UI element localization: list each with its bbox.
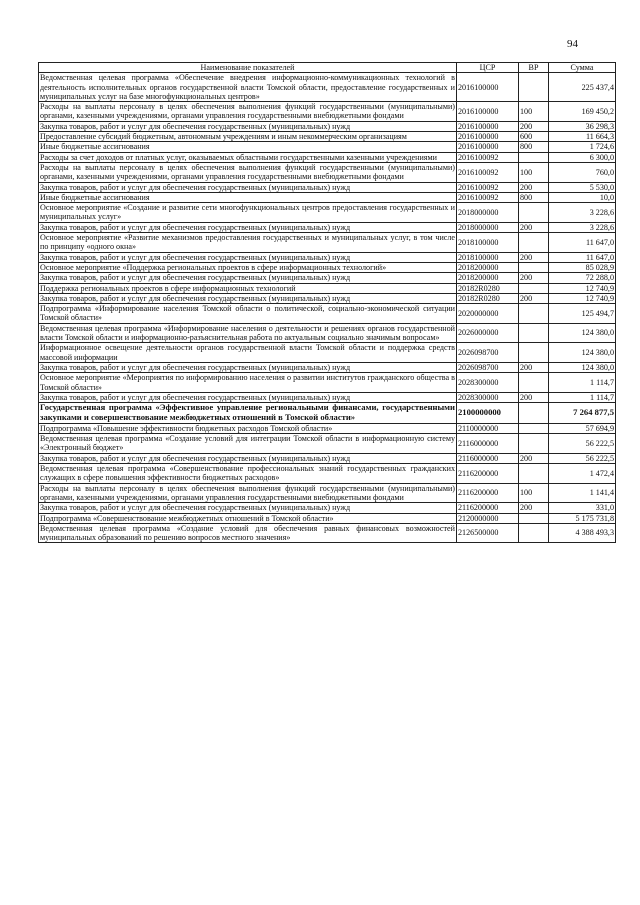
row-name-cell: Расходы на выплаты персоналу в целях обеспечения выполнения функций государственными (муниципальными) органами, казенными учреждениями, органами управления государственными внебюджетными фондами <box>40 162 455 182</box>
row-name-cell: Закупка товаров, работ и услуг для обеспечения государственных (муниципальных) нужд <box>39 293 457 303</box>
row-vr-cell: 200 <box>519 453 549 463</box>
row-sum-cell: 12 740,9 <box>549 293 616 303</box>
row-name-cell: Закупка товаров, работ и услуг для обеспечения государственных (муниципальных) нужд <box>39 121 457 131</box>
row-sum-cell: 1 141,4 <box>549 483 616 503</box>
row-csr-cell: 2116200000 <box>457 503 519 513</box>
row-name-cell: Расходы на выплаты персоналу в целях обеспечения выполнения функций государственными (муниципальными) органами, казенными учреждениями, органами управления государственными внебюджетными фондами <box>40 102 455 121</box>
row-sum-cell: 124 380,0 <box>549 362 616 372</box>
table-row <box>39 423 616 433</box>
row-csr-cell: 2110000000 <box>457 423 519 433</box>
row-vr-cell <box>519 403 549 424</box>
row-name-cell: Основное мероприятие «Поддержка региональных проектов в сфере информационных технологий» <box>39 262 457 272</box>
row-sum-cell: 1 114,7 <box>549 392 616 402</box>
row-name-cell: Основное мероприятие «Развитие механизмов предоставления государственных и муниципальных услуг, в том числе по принципу «одного окна» <box>40 233 455 252</box>
table-row <box>39 523 616 543</box>
row-sum-cell: 5 175 731,8 <box>549 513 616 523</box>
row-csr-cell: 2126500000 <box>457 523 519 543</box>
row-sum-cell: 125 494,7 <box>549 304 616 324</box>
budget-table <box>38 62 616 543</box>
row-sum-cell: 124 380,0 <box>549 343 616 363</box>
table-row <box>39 343 616 363</box>
table-row <box>39 304 616 324</box>
table-row <box>39 152 616 162</box>
row-sum-cell: 5 530,0 <box>549 182 616 192</box>
header-name: Наименование показателей <box>39 63 457 73</box>
row-vr-cell: 800 <box>519 142 549 152</box>
table-row <box>39 182 616 192</box>
row-name-cell: Ведомственная целевая программа «Совершенствование профессиональных знаний государственных гражданских служащих в сфере повышения эффективности бюджетных расходов» <box>40 464 455 483</box>
table-row <box>39 293 616 303</box>
row-name-cell: Закупка товаров, работ и услуг для обеспечения государственных (муниципальных) нужд <box>39 182 457 192</box>
table-row <box>39 142 616 152</box>
row-name-cell: Расходы на выплаты персоналу в целях обеспечения выполнения функций государственными (муниципальными) органами, казенными учреждениями, органами управления государственными внебюджетными фондами <box>40 483 455 502</box>
row-name-cell: Подпрограмма «Совершенствование межбюджетных отношений в Томской области» <box>39 513 457 523</box>
table-row <box>39 73 616 102</box>
row-csr-cell: 2018100000 <box>457 233 519 253</box>
row-name-cell: Подпрограмма «Информирование населения Томской области о политической, социально-экономической ситуации Томской области» <box>40 304 455 323</box>
row-csr-cell: 20182R0280 <box>457 293 519 303</box>
table-row <box>39 233 616 253</box>
row-name-cell: Ведомственная целевая программа «Создание условий для обеспечения равных финансовых возможностей муниципальных образований по решению вопросов местного значения» <box>40 523 455 543</box>
row-sum-cell: 36 298,3 <box>549 121 616 131</box>
row-sum-cell: 10,0 <box>549 192 616 202</box>
row-csr-cell: 2100000000 <box>457 403 519 424</box>
row-csr-cell: 2016100000 <box>457 102 519 122</box>
row-csr-cell: 2016100000 <box>457 132 519 142</box>
row-vr-cell <box>519 513 549 523</box>
row-vr-cell <box>519 304 549 324</box>
row-vr-cell: 600 <box>519 132 549 142</box>
row-vr-cell <box>519 203 549 223</box>
row-name-cell: Иные бюджетные ассигнования <box>39 192 457 202</box>
row-csr-cell: 2116000000 <box>457 453 519 463</box>
row-vr-cell <box>519 262 549 272</box>
row-name-cell: Основное мероприятие «Мероприятия по информированию населения о развитии институтов гражданского общества в Томской области» <box>40 373 455 392</box>
row-sum-cell: 331,0 <box>549 503 616 513</box>
row-csr-cell: 2020000000 <box>457 304 519 324</box>
table-row <box>39 252 616 262</box>
row-sum-cell: 1 724,6 <box>549 142 616 152</box>
row-vr-cell: 200 <box>519 293 549 303</box>
row-name-cell: Закупка товаров, работ и услуг для обеспечения государственных (муниципальных) нужд <box>39 453 457 463</box>
row-sum-cell: 57 694,9 <box>549 423 616 433</box>
row-name-cell: Основное мероприятие «Создание и развитие сети многофункциональных центров предоставления государственных и муниципальных услуг» <box>40 203 455 222</box>
row-name-cell: Информационное освещение деятельности органов государственной власти Томской области и поддержка средств массовой информации <box>40 343 455 362</box>
row-vr-cell: 200 <box>519 392 549 402</box>
row-sum-cell: 12 740,9 <box>549 283 616 293</box>
row-name-cell: Ведомственная целевая программа «Обеспечение внедрения информационно-коммуникационных технологий в деятельность исполнительных органов государственной власти Томской области, предоставление государственных и муниципальных услуг на базе многофункциональных центров» <box>40 73 455 101</box>
row-vr-cell <box>519 523 549 543</box>
row-csr-cell: 2018000000 <box>457 222 519 232</box>
row-name-cell: Подпрограмма «Повышение эффективности бюджетных расходов Томской области» <box>39 423 457 433</box>
row-vr-cell: 200 <box>519 222 549 232</box>
table-row <box>39 503 616 513</box>
row-sum-cell: 169 450,2 <box>549 102 616 122</box>
row-name-cell: Закупка товаров, работ и услуг для обеспечения государственных (муниципальных) нужд <box>39 252 457 262</box>
table-row <box>39 262 616 272</box>
row-csr-cell: 2018000000 <box>457 203 519 223</box>
table-row <box>39 403 616 424</box>
row-vr-cell <box>519 373 549 393</box>
row-name-cell: Государственная программа «Эффективное управление региональными финансами, государственными закупками и совершенствование межбюджетных отношений в Томской области» <box>40 402 455 422</box>
table-row <box>39 132 616 142</box>
row-sum-cell: 1 114,7 <box>549 373 616 393</box>
row-csr-cell: 2016100092 <box>457 162 519 182</box>
row-sum-cell: 3 228,6 <box>549 203 616 223</box>
row-sum-cell: 11 647,0 <box>549 233 616 253</box>
row-csr-cell: 2028300000 <box>457 373 519 393</box>
row-csr-cell: 2016100000 <box>457 121 519 131</box>
row-sum-cell: 4 388 493,3 <box>549 523 616 543</box>
row-csr-cell: 2018200000 <box>457 273 519 283</box>
row-csr-cell: 2018200000 <box>457 262 519 272</box>
row-csr-cell: 2016100000 <box>457 73 519 102</box>
table-row <box>39 222 616 232</box>
row-vr-cell: 200 <box>519 503 549 513</box>
row-name-cell: Закупка товаров, работ и услуг для обеспечения государственных (муниципальных) нужд <box>39 222 457 232</box>
row-csr-cell: 2026098700 <box>457 362 519 372</box>
table-row <box>39 464 616 484</box>
table-row <box>39 513 616 523</box>
table-row <box>39 483 616 503</box>
row-vr-cell: 200 <box>519 273 549 283</box>
row-vr-cell <box>519 343 549 363</box>
row-name-cell: Иные бюджетные ассигнования <box>39 142 457 152</box>
table-row <box>39 192 616 202</box>
row-csr-cell: 2028300000 <box>457 392 519 402</box>
row-vr-cell <box>519 323 549 343</box>
row-name-cell: Закупка товаров, работ и услуг для обеспечения государственных (муниципальных) нужд <box>39 362 457 372</box>
row-sum-cell: 72 288,0 <box>549 273 616 283</box>
row-sum-cell: 11 647,0 <box>549 252 616 262</box>
table-row <box>39 203 616 223</box>
row-csr-cell: 2116200000 <box>457 483 519 503</box>
row-vr-cell: 200 <box>519 252 549 262</box>
row-vr-cell <box>519 464 549 484</box>
row-csr-cell: 2016100000 <box>457 142 519 152</box>
row-csr-cell: 2120000000 <box>457 513 519 523</box>
table-header-row <box>39 63 616 73</box>
table-row <box>39 121 616 131</box>
row-csr-cell: 2116000000 <box>457 434 519 454</box>
row-name-cell: Ведомственная целевая программа «Информирование населения о деятельности и решениях органов государственной власти Томской области и информационно-разъяснительная работа по актуальным социально значимым вопросам» <box>40 323 455 343</box>
row-vr-cell: 100 <box>519 483 549 503</box>
row-csr-cell: 2018100000 <box>457 252 519 262</box>
row-vr-cell <box>519 233 549 253</box>
table-row <box>39 453 616 463</box>
row-vr-cell <box>519 283 549 293</box>
row-vr-cell: 100 <box>519 162 549 182</box>
header-vr: ВР <box>519 63 549 73</box>
table-row <box>39 273 616 283</box>
row-csr-cell: 2016100092 <box>457 152 519 162</box>
row-csr-cell: 2026098700 <box>457 343 519 363</box>
row-csr-cell: 2116200000 <box>457 464 519 484</box>
table-row <box>39 373 616 393</box>
row-vr-cell <box>519 152 549 162</box>
row-sum-cell: 760,0 <box>549 162 616 182</box>
row-sum-cell: 7 264 877,5 <box>549 403 616 424</box>
row-sum-cell: 3 228,6 <box>549 222 616 232</box>
row-name-cell: Поддержка региональных проектов в сфере информационных технологий <box>39 283 457 293</box>
row-sum-cell: 11 664,3 <box>549 132 616 142</box>
row-vr-cell: 200 <box>519 362 549 372</box>
row-sum-cell: 225 437,4 <box>549 73 616 102</box>
row-name-cell: Расходы за счет доходов от платных услуг, оказываемых областными государственными казенными учреждениями <box>39 152 457 162</box>
row-name-cell: Ведомственная целевая программа «Создание условий для интеграции Томской области в информационную систему «Электронный бюджет» <box>40 434 455 453</box>
page-number: 94 <box>567 38 578 50</box>
row-vr-cell <box>519 73 549 102</box>
header-csr: ЦСР <box>457 63 519 73</box>
row-name-cell: Закупка товаров, работ и услуг для обеспечения государственных (муниципальных) нужд <box>39 503 457 513</box>
row-name-cell: Закупка товаров, работ и услуг для обеспечения государственных (муниципальных) нужд <box>39 273 457 283</box>
row-sum-cell: 56 222,5 <box>549 453 616 463</box>
row-vr-cell <box>519 434 549 454</box>
row-sum-cell: 1 472,4 <box>549 464 616 484</box>
row-sum-cell: 6 300,0 <box>549 152 616 162</box>
table-row <box>39 362 616 372</box>
row-vr-cell <box>519 423 549 433</box>
table-row <box>39 323 616 343</box>
header-sum: Сумма <box>549 63 616 73</box>
row-name-cell: Закупка товаров, работ и услуг для обеспечения государственных (муниципальных) нужд <box>39 392 457 402</box>
row-name-cell: Предоставление субсидий бюджетным, автономным учреждениям и иным некоммерческим организациям <box>39 132 457 142</box>
table-row <box>39 102 616 122</box>
row-vr-cell: 100 <box>519 102 549 122</box>
row-vr-cell: 800 <box>519 192 549 202</box>
row-vr-cell: 200 <box>519 182 549 192</box>
table-row <box>39 434 616 454</box>
table-row <box>39 283 616 293</box>
row-csr-cell: 2026000000 <box>457 323 519 343</box>
row-sum-cell: 56 222,5 <box>549 434 616 454</box>
row-csr-cell: 2016100092 <box>457 182 519 192</box>
table-row <box>39 392 616 402</box>
row-vr-cell: 200 <box>519 121 549 131</box>
row-sum-cell: 124 380,0 <box>549 323 616 343</box>
row-csr-cell: 20182R0280 <box>457 283 519 293</box>
table-row <box>39 162 616 182</box>
table-body <box>39 73 616 543</box>
row-sum-cell: 85 028,9 <box>549 262 616 272</box>
row-csr-cell: 2016100092 <box>457 192 519 202</box>
